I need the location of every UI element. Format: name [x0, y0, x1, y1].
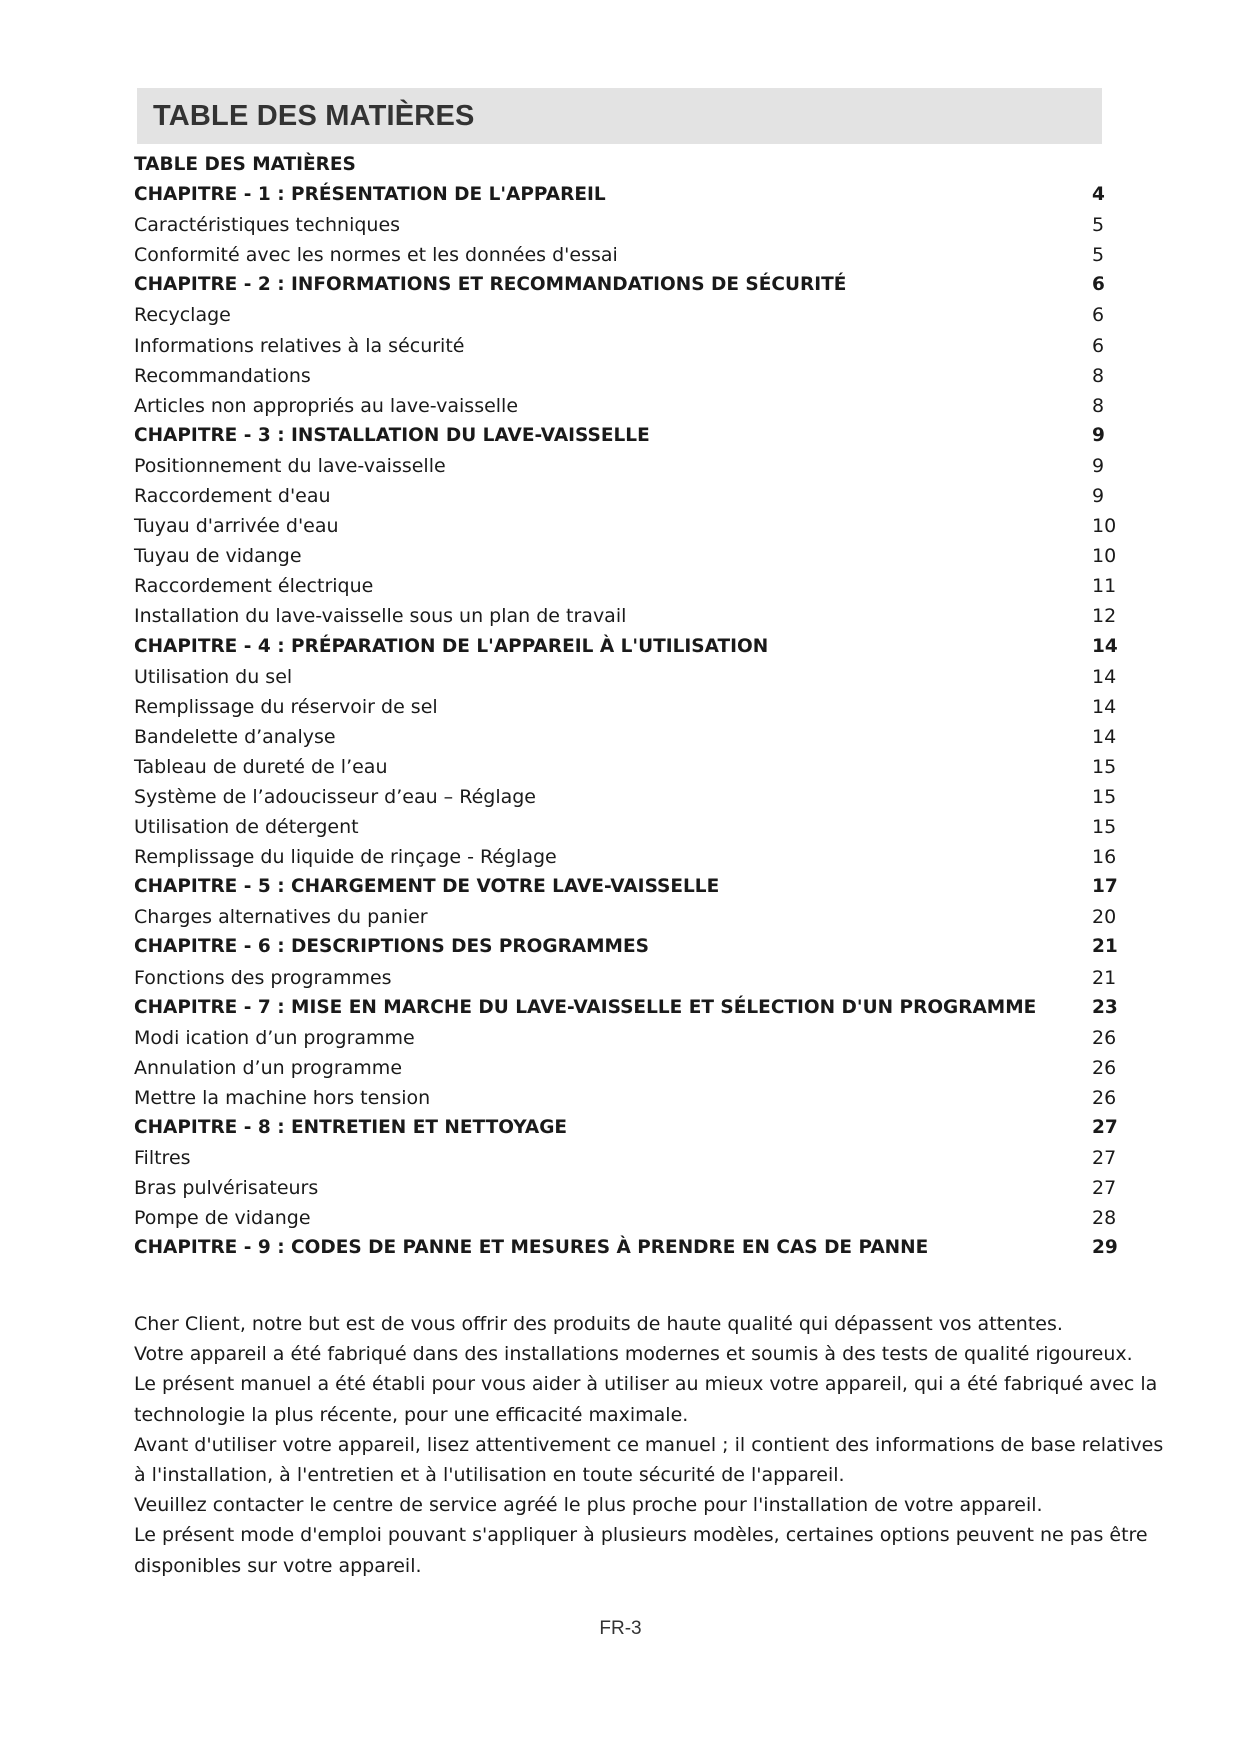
toc-page-number: 27 [1092, 1147, 1117, 1170]
toc-label: CHAPITRE - 7 : MISE EN MARCHE DU LAVE-VAISSELLE ET SÉLECTION D'UN PROGRAMME [134, 996, 1037, 1018]
toc-row[interactable] [134, 1173, 1117, 1203]
toc-page-number: 10 [1092, 545, 1117, 568]
intro-paragraph: Votre appareil a été fabriqué dans des installations modernes et soumis à des tests de qualité rigoureux. [134, 1343, 1133, 1366]
toc-label: Utilisation du sel [134, 665, 293, 688]
toc-row[interactable] [134, 782, 1117, 812]
toc-label: CHAPITRE - 6 : DESCRIPTIONS DES PROGRAMMES [134, 936, 649, 958]
toc-label: CHAPITRE - 2 : INFORMATIONS ET RECOMMANDATIONS DE SÉCURITÉ [134, 274, 847, 296]
toc-row[interactable] [134, 601, 1117, 631]
toc-row[interactable] [134, 361, 1114, 391]
toc-row[interactable] [134, 571, 1117, 601]
toc-row[interactable] [134, 632, 1118, 662]
toc-page-number: 17 [1092, 876, 1118, 898]
toc-page-number: 6 [1092, 274, 1105, 296]
toc-page-number: 14 [1092, 725, 1117, 748]
toc-row[interactable] [134, 1143, 1117, 1173]
toc-label: Modi ication d’un programme [134, 1026, 415, 1049]
toc-label: Raccordement d'eau [134, 485, 331, 508]
toc-label: CHAPITRE - 9 : CODES DE PANNE ET MESURES À PRENDRE EN CAS DE PANNE [134, 1237, 929, 1259]
page-title: TABLE DES MATIÈRES [153, 100, 475, 132]
toc-row[interactable] [134, 752, 1117, 782]
toc-row[interactable] [134, 150, 1114, 180]
toc-label: CHAPITRE - 5 : CHARGEMENT DE VOTRE LAVE-VAISSELLE [134, 876, 720, 898]
toc-row[interactable] [134, 662, 1117, 692]
toc-row[interactable] [134, 511, 1117, 541]
toc-label: Positionnement du lave-vaisselle [134, 454, 446, 477]
toc-row[interactable] [134, 1233, 1118, 1263]
toc-page-number: 9 [1092, 485, 1105, 508]
toc-page-number: 29 [1092, 1237, 1118, 1259]
toc-label: TABLE DES MATIÈRES [134, 154, 356, 175]
toc-label: Articles non appropriés au lave-vaisselle [134, 394, 519, 417]
toc-label: Informations relatives à la sécurité [134, 334, 465, 357]
toc-label: Raccordement électrique [134, 575, 374, 598]
toc-row[interactable] [134, 692, 1117, 722]
toc-page-number: 14 [1092, 695, 1117, 718]
toc-label: Tuyau de vidange [134, 545, 302, 568]
toc-page-number: 9 [1092, 454, 1105, 477]
toc-label: Recyclage [134, 304, 231, 327]
toc-label: Installation du lave-vaisselle sous un plan de travail [134, 605, 627, 628]
toc-label: Filtres [134, 1147, 191, 1170]
toc-label: CHAPITRE - 3 : INSTALLATION DU LAVE-VAISSELLE [134, 424, 650, 446]
toc-row[interactable] [134, 391, 1114, 421]
toc-page-number: 8 [1092, 394, 1105, 417]
toc-row[interactable] [134, 210, 1114, 240]
toc-row[interactable] [134, 842, 1117, 872]
intro-paragraph: Cher Client, notre but est de vous offrir des produits de haute qualité qui dépassent vos attentes. [134, 1313, 1063, 1335]
toc-label: CHAPITRE - 4 : PRÉPARATION DE L'APPAREIL À L'UTILISATION [134, 635, 769, 657]
toc-label: Remplissage du réservoir de sel [134, 695, 438, 718]
toc-row[interactable] [134, 240, 1114, 270]
toc-page-number: 15 [1092, 785, 1117, 808]
toc-page-number: 10 [1092, 515, 1117, 538]
toc-page-number: 26 [1092, 1026, 1117, 1049]
toc-label: Caractéristiques techniques [134, 214, 401, 237]
toc-label: Bras pulvérisateurs [134, 1177, 319, 1200]
toc-page-number: 6 [1092, 334, 1105, 357]
toc-page-number: 26 [1092, 1086, 1117, 1109]
toc-label: Remplissage du liquide de rinçage - Réglage [134, 846, 557, 869]
toc-page-number: 27 [1092, 1117, 1118, 1138]
toc-page-number: 23 [1092, 996, 1118, 1018]
toc-row[interactable] [134, 421, 1114, 451]
toc-label: Annulation d’un programme [134, 1056, 403, 1079]
toc-page-number: 5 [1092, 214, 1105, 237]
toc-row[interactable] [134, 963, 1117, 993]
toc-page-number: 15 [1092, 755, 1117, 778]
intro-paragraph: Veuillez contacter le centre de service agréé le plus proche pour l'installation de votre appareil. [134, 1494, 1043, 1517]
toc-row[interactable] [134, 1113, 1118, 1143]
toc-page-number: 21 [1092, 936, 1118, 958]
toc-page-number: 21 [1092, 966, 1117, 989]
toc-row[interactable] [134, 180, 1114, 210]
toc-page-number: 27 [1092, 1177, 1117, 1200]
page-number: FR-3 [599, 1618, 642, 1639]
toc-row[interactable] [134, 481, 1114, 511]
toc-row[interactable] [134, 270, 1114, 300]
toc-page-number: 15 [1092, 816, 1117, 839]
toc-row[interactable] [134, 1203, 1117, 1233]
toc-row[interactable] [134, 993, 1118, 1023]
toc-row[interactable] [134, 812, 1117, 842]
toc-label: Pompe de vidange [134, 1207, 311, 1230]
toc-row[interactable] [134, 872, 1118, 902]
toc-label: Recommandations [134, 364, 311, 387]
toc-row[interactable] [134, 722, 1117, 752]
intro-paragraph: Avant d'utiliser votre appareil, lisez attentivement ce manuel ; il contient des informations de base relatives à l'installation, à l'entretien et à l'utilisation en toute sécurité de l'appareil. [134, 1433, 1164, 1487]
toc-page-number: 9 [1092, 424, 1105, 446]
toc-row[interactable] [134, 1023, 1117, 1053]
toc-page-number: 16 [1092, 846, 1117, 869]
toc-page-number: 5 [1092, 244, 1105, 267]
toc-page-number: 8 [1092, 364, 1105, 387]
toc-page-number: 14 [1092, 665, 1117, 688]
toc-label: Tableau de dureté de l’eau [134, 755, 388, 778]
intro-text [134, 1309, 1164, 1581]
toc-label: Fonctions des programmes [134, 966, 392, 989]
toc-row[interactable] [134, 451, 1114, 481]
toc-label: Charges alternatives du panier [134, 906, 428, 929]
toc-row[interactable] [134, 1053, 1117, 1083]
toc-row[interactable] [134, 331, 1114, 361]
toc-row[interactable] [134, 1083, 1117, 1113]
toc-page-number: 20 [1092, 906, 1117, 929]
toc-page-number: 28 [1092, 1207, 1117, 1230]
header-bar [137, 88, 1102, 144]
toc-label: Mettre la machine hors tension [134, 1086, 431, 1109]
toc-page-number: 14 [1092, 635, 1118, 657]
toc-row[interactable] [134, 902, 1117, 932]
toc-row[interactable] [134, 541, 1117, 571]
intro-paragraph: Le présent manuel a été établi pour vous aider à utiliser au mieux votre appareil, qui a été fabriqué avec la technologie la plus récente, pour une efficacité maximale. [134, 1373, 1158, 1426]
toc-label: Système de l’adoucisseur d’eau – Réglage [134, 785, 536, 808]
intro-paragraph: Le présent mode d'emploi pouvant s'appliquer à plusieurs modèles, certaines options peuvent ne pas être disponibles sur votre appareil. [134, 1524, 1148, 1577]
toc-row[interactable] [134, 300, 1114, 330]
table-of-contents [134, 150, 1118, 1263]
toc-label: Bandelette d’analyse [134, 725, 336, 748]
toc-page-number: 11 [1092, 575, 1117, 598]
toc-label: Conformité avec les normes et les données d'essai [134, 244, 618, 267]
toc-label: CHAPITRE - 1 : PRÉSENTATION DE L'APPAREIL [134, 184, 606, 206]
toc-row[interactable] [134, 932, 1118, 962]
toc-page-number: 12 [1092, 605, 1117, 628]
toc-label: Tuyau d'arrivée d'eau [134, 515, 339, 538]
toc-page-number: 4 [1092, 184, 1105, 206]
toc-label: CHAPITRE - 8 : ENTRETIEN ET NETTOYAGE [134, 1117, 568, 1138]
toc-page-number: 26 [1092, 1056, 1117, 1079]
toc-page-number: 6 [1092, 304, 1105, 327]
toc-label: Utilisation de détergent [134, 816, 359, 839]
